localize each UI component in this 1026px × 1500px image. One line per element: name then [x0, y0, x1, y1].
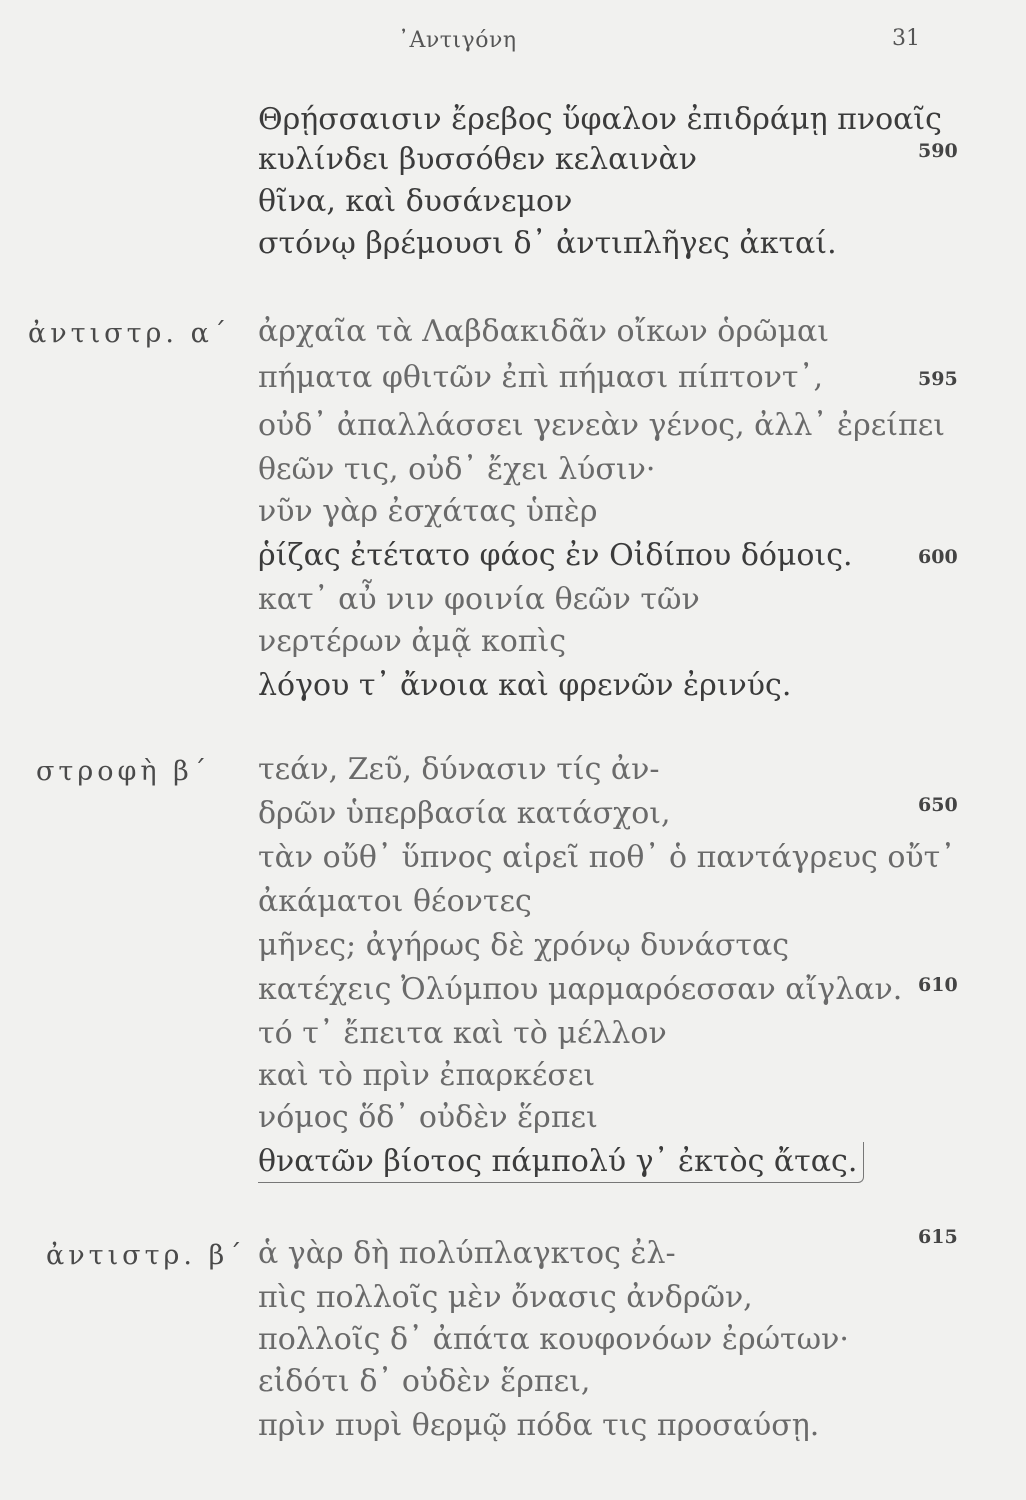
verse-line: τό τ᾿ ἔπειτα καὶ τὸ μέλλον	[258, 1016, 667, 1051]
verse-line: ἁ γὰρ δὴ πολύπλαγκτος ἐλ-	[258, 1236, 676, 1271]
verse-line: οὐδ᾿ ἀπαλλάσσει γενεὰν γένος, ἀλλ᾿ ἐρείπει	[258, 408, 946, 443]
page-number: 31	[892, 26, 920, 51]
verse-line: μῆνες; ἀγήρως δὲ χρόνῳ δυνάστας	[258, 928, 790, 963]
verse-line: ῥίζας ἐτέτατο φάος ἐν Οἰδίπου δόμοις.	[258, 538, 853, 573]
verse-line: πὶς πολλοῖς μὲν ὄνασις ἀνδρῶν,	[258, 1280, 753, 1315]
stanza-label: στροφὴ β΄	[36, 756, 211, 787]
line-number: 595	[918, 368, 958, 390]
verse-line: θεῶν τις, οὐδ᾿ ἔχει λύσιν·	[258, 452, 656, 487]
verse-line: Θρῄσσαισιν ἔρεβος ὕφαλον ἐπιδράμῃ πνοαῖς	[258, 102, 942, 137]
verse-line: εἰδότι δ᾿ οὐδὲν ἕρπει,	[258, 1364, 591, 1399]
verse-line: τεάν, Ζεῦ, δύνασιν τίς ἀν-	[258, 752, 660, 787]
line-number: 650	[918, 794, 958, 816]
line-number: 600	[918, 546, 958, 568]
line-number: 615	[918, 1226, 958, 1248]
verse-line: κυλίνδει βυσσόθεν κελαινὰν	[258, 142, 697, 177]
verse-line: κατέχεις Ὀλύμπου μαρμαρόεσσαν αἴγλαν.	[258, 972, 903, 1007]
verse-line: θνατῶν βίοτος πάμπολύ γ᾿ ἐκτὸς ἄτας.	[258, 1142, 864, 1183]
verse-line: κατ᾿ αὖ νιν φοινία θεῶν τῶν	[258, 582, 700, 617]
verse-line: πολλοῖς δ᾿ ἀπάτα κουφονόων ἐρώτων·	[258, 1322, 849, 1357]
verse-line: ἀκάματοι θέοντες	[258, 884, 532, 919]
stanza-label: ἀντιστρ. β΄	[46, 1240, 246, 1271]
verse-line: πήματα φθιτῶν ἐπὶ πήμασι πίπτοντ᾿,	[258, 360, 824, 395]
stanza-label: ἀντιστρ. α΄	[28, 318, 231, 349]
verse-line: ἀρχαῖα τὰ Λαβδακιδᾶν οἴκων ὁρῶμαι	[258, 314, 829, 349]
verse-line: νόμος ὅδ᾿ οὐδὲν ἕρπει	[258, 1100, 598, 1135]
verse-line: πρὶν πυρὶ θερμῷ πόδα τις προσαύσῃ.	[258, 1408, 820, 1443]
line-number: 590	[918, 140, 958, 162]
line-number: 610	[918, 974, 958, 996]
verse-line: καὶ τὸ πρὶν ἐπαρκέσει	[258, 1058, 596, 1093]
verse-line: νερτέρων ἀμᾷ κοπὶς	[258, 624, 567, 659]
verse-line: λόγου τ᾿ ἄνοια καὶ φρενῶν ἐρινύς.	[258, 668, 792, 703]
verse-line: δρῶν ὑπερβασία κατάσχοι,	[258, 796, 671, 831]
verse-line: τὰν οὔθ᾿ ὕπνος αἱρεῖ ποθ᾿ ὁ παντάγρευς οὔτ᾿	[258, 840, 956, 875]
verse-line: στόνῳ βρέμουσι δ᾿ ἀντιπλῆγες ἀκταί.	[258, 226, 837, 261]
running-title: ᾿Αντιγόνη	[398, 28, 517, 53]
verse-line: νῦν γὰρ ἐσχάτας ὑπὲρ	[258, 494, 598, 529]
verse-line: θῖνα, καὶ δυσάνεμον	[258, 184, 573, 219]
